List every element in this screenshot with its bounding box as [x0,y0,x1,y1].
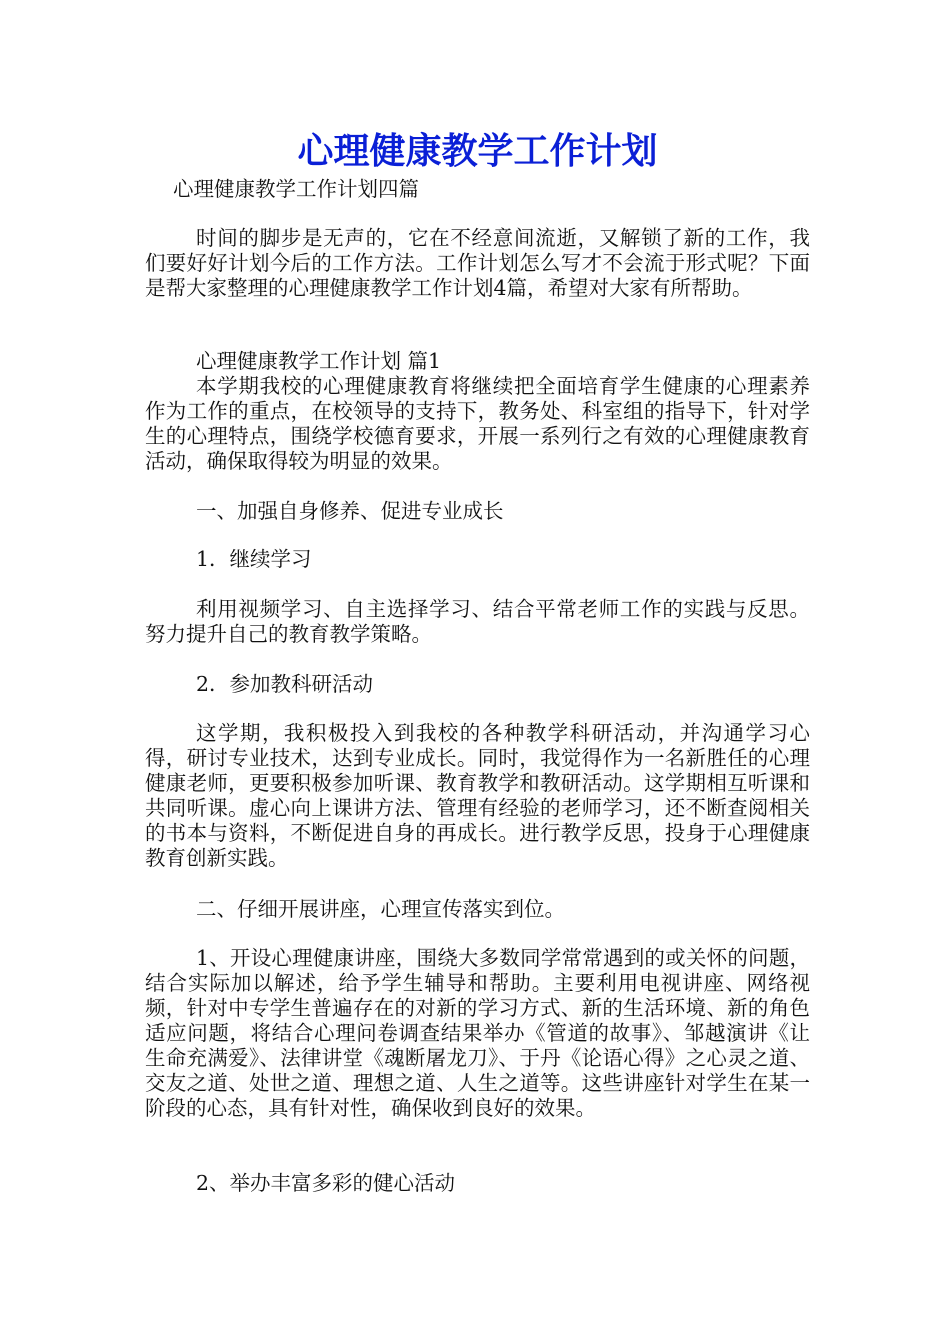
lectures-paragraph: 1、开设心理健康讲座，围绕大多数同学常常遇到的或关怀的问题，结合实际加以解述，给予学生辅导和帮助。主要利用电视讲座、网络视频，针对中专学生普遍存在的对新的学习方式、新的生活环境、新的角色适应问题，将结合心理问卷调查结果举办《管道的故事》、邹越演讲《让生命充满爱》、法律讲堂《魂断屠龙刀》、于丹《论语心得》之心灵之道、交友之道、处世之道、理想之道、人生之道等。这些讲座针对学生在某一阶段的心态，具有针对性，确保收到良好的效果。 [145,946,810,1120]
document-title: 心理健康教学工作计划 [297,130,658,172]
item-continue-learning: 1．继续学习 [196,547,312,571]
research-activities-paragraph: 这学期，我积极投入到我校的各种教学科研活动，并沟通学习心得，研讨专业技术，达到专业成长。同时，我觉得作为一名新胜任的心理健康老师，更要积极参加听课、教育教学和教研活动。这学期相互听课和共同听课。虚心向上课讲方法、管理有经验的老师学习，还不断查阅相关的书本与资料，不断促进自身的再成长。进行教学反思，投身于心理健康教育创新实践。 [145,721,810,870]
heading-strengthen-self: 一、加强自身修养、促进专业成长 [196,499,504,523]
intro-paragraph: 时间的脚步是无声的，它在不经意间流逝，又解锁了新的工作，我们要好好计划今后的工作方法。工作计划怎么写才不会流于形式呢？下面是帮大家整理的心理健康教学工作计划4篇，希望对大家有所帮助。 [145,226,810,300]
document-subtitle: 心理健康教学工作计划四篇 [173,177,419,201]
item-research-activities: 2．参加教科研活动 [196,672,374,696]
item-activities: 2、举办丰富多彩的健心活动 [196,1171,456,1195]
section-intro-paragraph: 本学期我校的心理健康教育将继续把全面培育学生健康的心理素养作为工作的重点，在校领导的支持下，教务处、科室组的指导下，针对学生的心理特点，围绕学校德育要求，开展一系列行之有效的心理健康教育活动，确保取得较为明显的效果。 [145,374,810,473]
section-title: 心理健康教学工作计划 篇1 [196,349,442,373]
continue-learning-paragraph: 利用视频学习、自主选择学习、结合平常老师工作的实践与反思。努力提升自己的教育教学策略。 [145,597,810,646]
heading-lectures: 二、仔细开展讲座，心理宣传落实到位。 [196,897,565,921]
